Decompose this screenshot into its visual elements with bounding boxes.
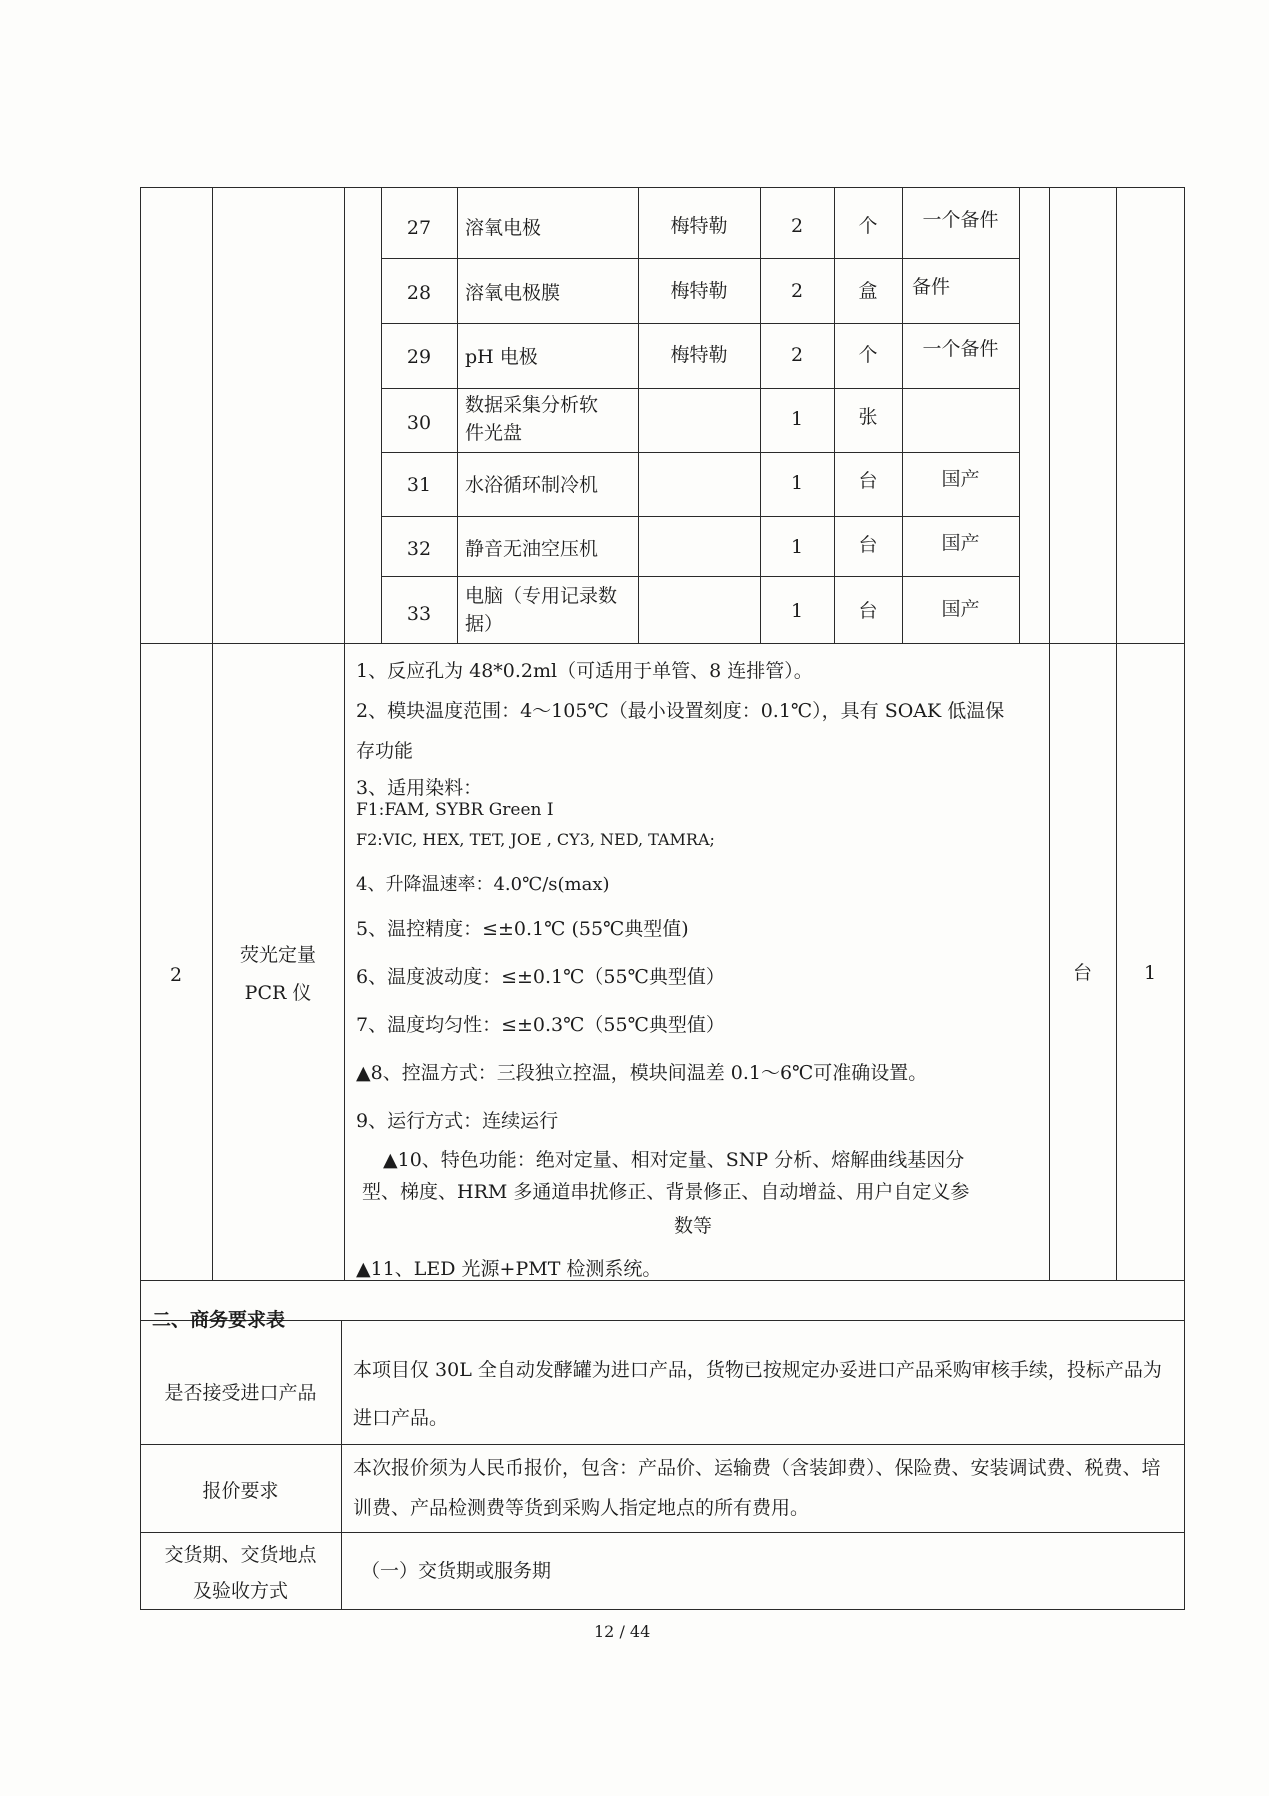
business-label: 交货期、交货地点 — [164, 1544, 317, 1566]
business-text: 本项目仅 30L 全自动发酵罐为进口产品，货物已按规定办妥进口产品采购审核手续，投标产品为进口产品。 — [353, 1359, 1162, 1429]
item-note: 国产 — [941, 598, 980, 620]
sub-row-line — [381, 516, 1019, 517]
item-unit: 盒 — [858, 280, 878, 302]
pcr-spec-line: ▲10、特色功能：绝对定量、相对定量、SNP 分析、熔解曲线基因分 — [383, 1149, 965, 1171]
col-line-d — [1116, 187, 1117, 1280]
pcr-spec-line: 4、升降温速率：4.0℃/s(max) — [356, 874, 610, 895]
item-name: 静音无油空压机 — [465, 538, 599, 560]
item-unit: 台 — [858, 470, 878, 492]
item-no: 27 — [406, 217, 432, 239]
item-unit: 张 — [858, 406, 878, 428]
item-unit: 台 — [858, 534, 878, 556]
pcr-spec-line: 9、运行方式：连续运行 — [356, 1110, 559, 1132]
business-col-line — [341, 1320, 342, 1610]
item-no: 32 — [406, 538, 432, 560]
item-qty: 2 — [790, 215, 804, 237]
business-label: 报价要求 — [202, 1480, 279, 1502]
item-no: 31 — [406, 474, 432, 496]
row-line-business-3 — [140, 1532, 1185, 1533]
item-qty: 1 — [790, 472, 804, 494]
row-line-business-1 — [140, 1320, 1185, 1321]
item-qty: 1 — [790, 408, 804, 430]
item-name: pH 电极 — [465, 346, 538, 368]
col-line-b — [344, 187, 345, 1280]
business-text: 本次报价须为人民币报价，包含：产品价、运输费（含装卸费）、保险费、安装调试费、税费、培训费、产品检测费等货到采购人指定地点的所有费用。 — [353, 1457, 1161, 1519]
item-name: 电脑（专用记录数 — [465, 585, 618, 607]
item-note: 国产 — [941, 532, 980, 554]
pcr-spec-line: 3、适用染料： — [356, 777, 483, 799]
table-border-right — [1184, 187, 1185, 1610]
page-number: 12 / 44 — [594, 1622, 651, 1641]
row-line-pcr-top — [140, 643, 1185, 644]
item-name: 件光盘 — [465, 422, 523, 444]
row-line-business-2 — [140, 1444, 1185, 1445]
sub-row-line — [381, 323, 1019, 324]
item-unit: 个 — [858, 215, 878, 237]
col-line-c — [1049, 187, 1050, 1280]
pcr-spec-line: ▲8、控温方式：三段独立控温，模块间温差 0.1～6℃可准确设置。 — [356, 1062, 928, 1084]
business-text: （一）交货期或服务期 — [361, 1560, 552, 1582]
item-qty: 2 — [790, 280, 804, 302]
item-brand: 梅特勒 — [670, 280, 728, 302]
pcr-spec-line: F2:VIC, HEX, TET, JOE , CY3, NED, TAMRA; — [356, 830, 715, 849]
item-note: 一个备件 — [922, 209, 999, 231]
item-no: 30 — [406, 412, 432, 434]
sub-row-line — [381, 452, 1019, 453]
row-line-business-title — [140, 1280, 1185, 1281]
sub-row-line — [381, 258, 1019, 259]
sub-row-line — [381, 576, 1019, 577]
pcr-spec-line: 数等 — [674, 1215, 713, 1237]
pcr-no: 2 — [169, 964, 183, 986]
sub-col-1 — [457, 187, 458, 643]
item-no: 33 — [406, 603, 432, 625]
item-name: 溶氧电极 — [465, 217, 542, 239]
pcr-spec-line: ▲11、LED 光源+PMT 检测系统。 — [356, 1258, 662, 1280]
item-note: 一个备件 — [922, 338, 999, 360]
pcr-spec-line: 7、温度均匀性：≤±0.3℃（55℃典型值） — [356, 1014, 725, 1036]
sub-row-line — [381, 388, 1019, 389]
sub-col-5 — [902, 187, 903, 643]
item-note: 国产 — [941, 468, 980, 490]
pcr-spec-line: F1:FAM, SYBR Green I — [356, 800, 554, 820]
business-title: 二、商务要求表 — [152, 1309, 286, 1331]
item-qty: 1 — [790, 536, 804, 558]
table-border-bottom — [140, 1609, 1185, 1610]
pcr-name: PCR 仪 — [244, 982, 312, 1004]
business-label: 及验收方式 — [192, 1580, 288, 1602]
sub-col-6 — [1019, 187, 1020, 643]
item-name: 溶氧电极膜 — [465, 282, 561, 304]
item-unit: 个 — [858, 344, 878, 366]
item-name: 据） — [465, 613, 504, 635]
business-label: 是否接受进口产品 — [164, 1382, 317, 1404]
pcr-spec-line: 2、模块温度范围：4～105℃（最小设置刻度：0.1℃），具有 SOAK 低温保 — [356, 700, 1005, 722]
item-qty: 1 — [790, 600, 804, 622]
col-line-a — [212, 187, 213, 1280]
pcr-qty: 1 — [1143, 962, 1157, 984]
item-no: 28 — [406, 282, 432, 304]
pcr-spec-line: 型、梯度、HRM 多通道串扰修正、背景修正、自动增益、用户自定义参 — [362, 1181, 970, 1203]
pcr-unit: 台 — [1072, 962, 1092, 984]
item-note: 备件 — [912, 276, 951, 298]
sub-col-2 — [638, 187, 639, 643]
item-brand: 梅特勒 — [670, 344, 728, 366]
item-name: 水浴循环制冷机 — [465, 474, 599, 496]
item-no: 29 — [406, 346, 432, 368]
pcr-spec-line: 5、温控精度：≤±0.1℃ (55℃典型值) — [356, 918, 689, 940]
pcr-name: 荧光定量 — [239, 944, 316, 966]
pcr-spec-line: 1、反应孔为 48*0.2ml（可适用于单管、8 连排管）。 — [356, 660, 813, 682]
item-name: 数据采集分析软 — [465, 394, 599, 416]
item-brand: 梅特勒 — [670, 215, 728, 237]
pcr-spec-line: 存功能 — [356, 740, 414, 762]
table-border-top — [140, 187, 1185, 188]
pcr-spec-line: 6、温度波动度：≤±0.1℃（55℃典型值） — [356, 966, 725, 988]
item-qty: 2 — [790, 344, 804, 366]
item-unit: 台 — [858, 600, 878, 622]
